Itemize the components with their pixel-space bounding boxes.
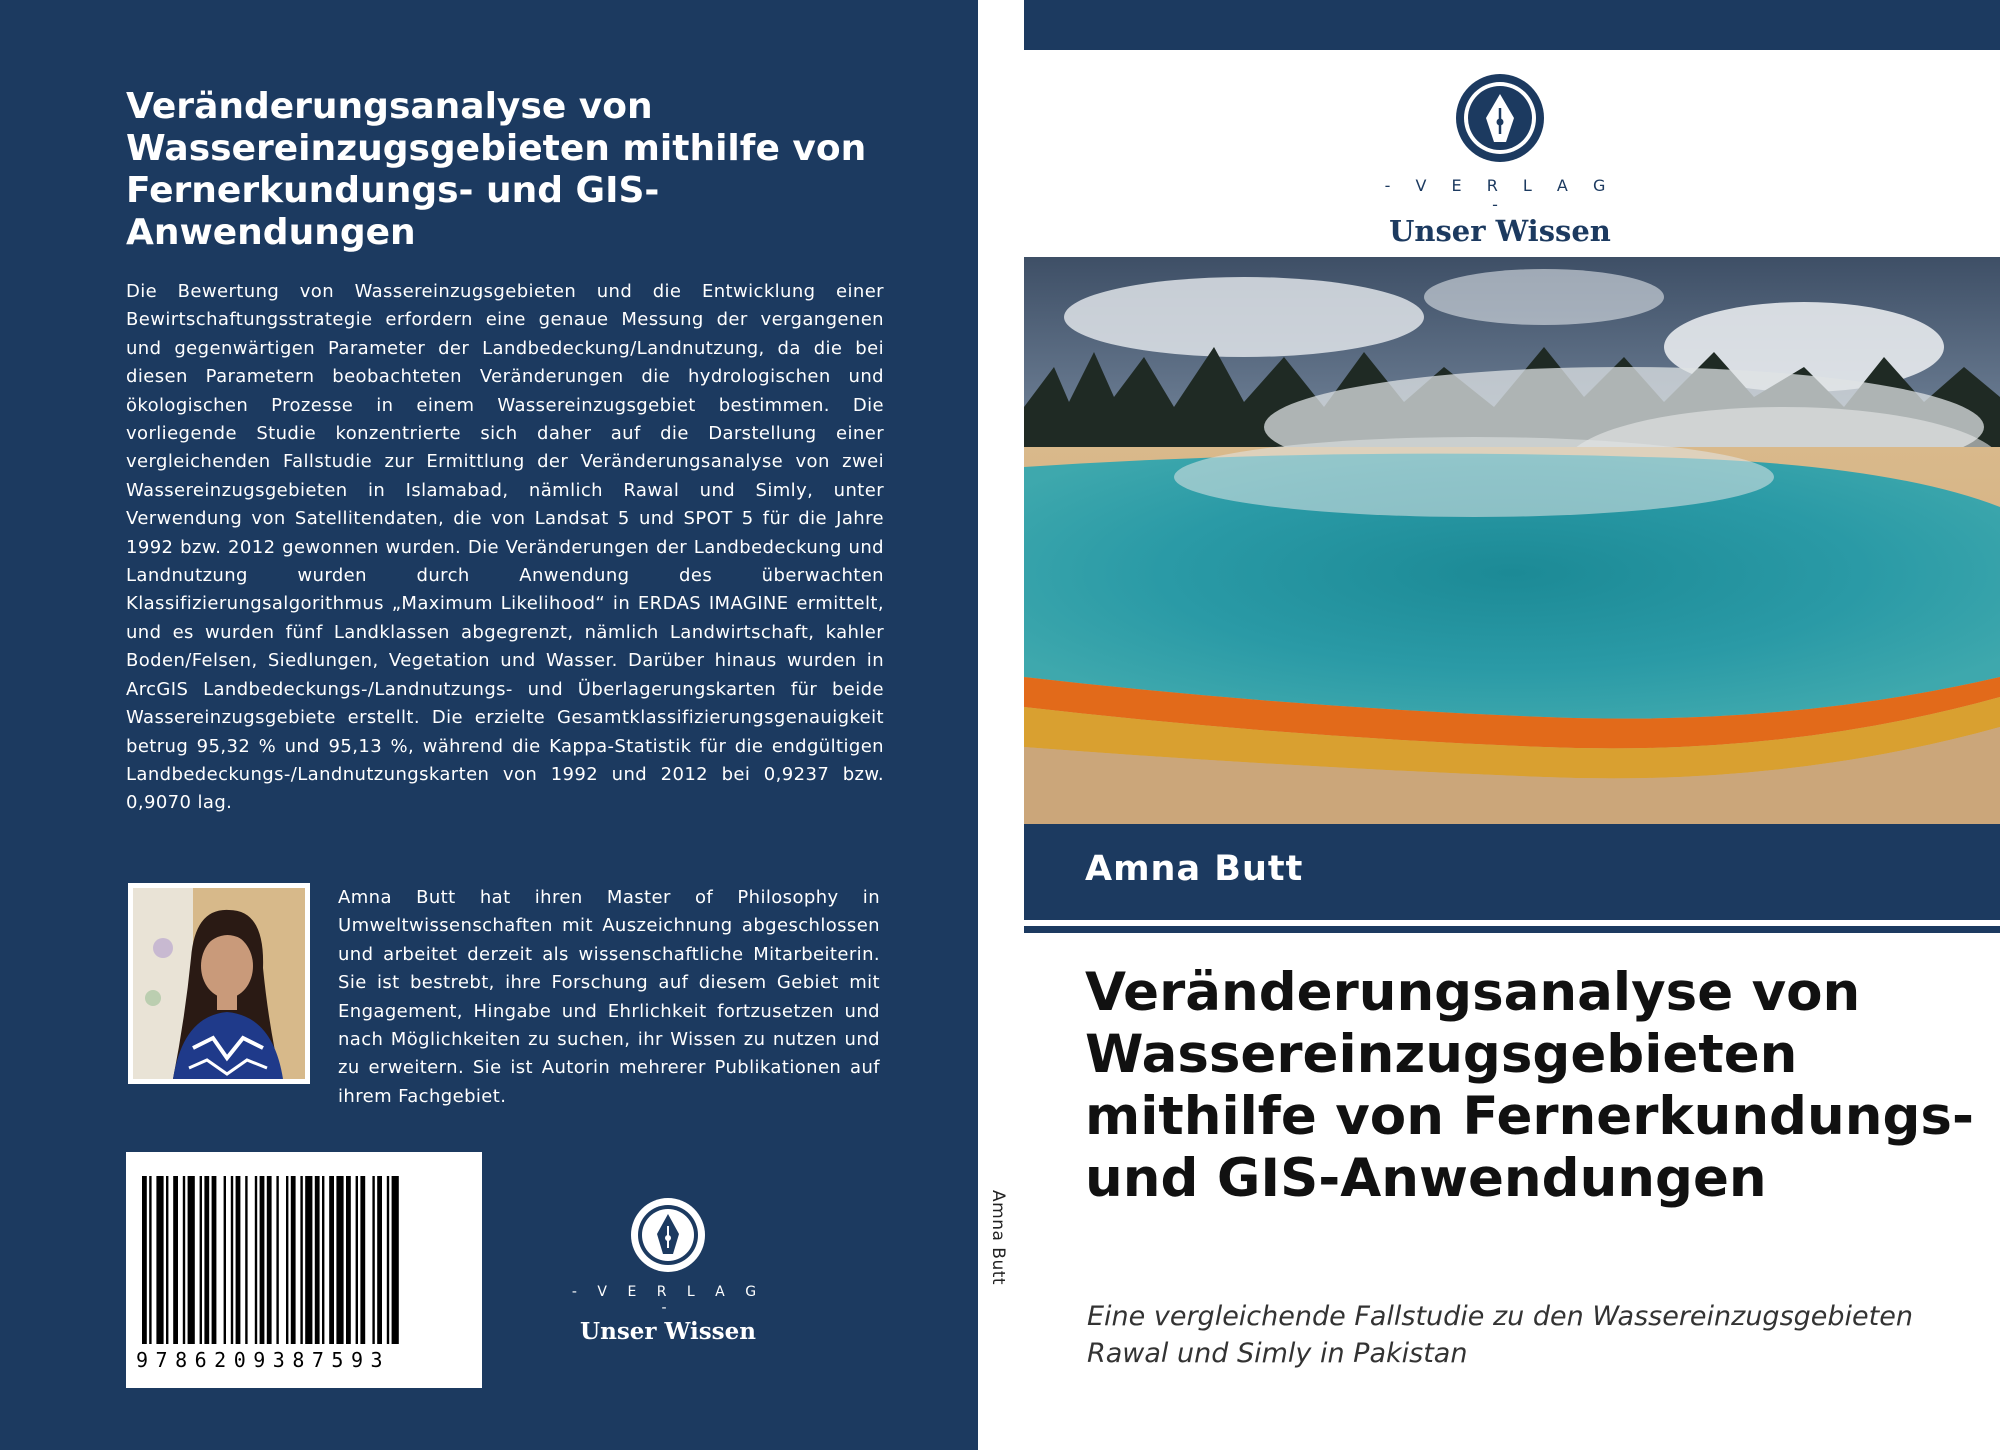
barcode-bar — [166, 1176, 168, 1344]
barcode-bar — [255, 1176, 257, 1344]
barcode-bar — [329, 1176, 334, 1344]
fountain-pen-nib-icon — [1454, 72, 1546, 164]
back-logo-verlag: - V E R L A G - — [571, 1284, 765, 1316]
front-subtitle: Eine vergleichende Fallstudie zu den Wassereinzugsgebieten Rawal und Simly in Pakistan — [1087, 1301, 1913, 1369]
spine-author — [978, 1190, 1022, 1300]
barcode-bar — [276, 1176, 278, 1344]
barcode-bar — [156, 1176, 163, 1344]
front-logo-verlag: - V E R L A G - — [1384, 176, 1616, 214]
barcode-bar — [236, 1176, 241, 1344]
barcode-bar — [173, 1176, 178, 1344]
barcode-bar — [183, 1176, 185, 1344]
back-publisher-logo — [570, 1196, 766, 1345]
barcode-bar — [322, 1176, 324, 1344]
isbn-barcode — [126, 1152, 482, 1388]
barcode-bar — [291, 1176, 296, 1344]
barcode-bars — [142, 1176, 466, 1344]
isbn-digits: 9786209387593 — [136, 1348, 391, 1372]
barcode-bar — [346, 1176, 351, 1344]
back-cover — [0, 0, 978, 1450]
front-publisher-logo — [1380, 72, 1620, 248]
barcode-bar — [305, 1176, 312, 1344]
barcode-bar — [142, 1176, 147, 1344]
barcode-bar — [224, 1176, 226, 1344]
front-title: Veränderungsanalyse von Wassereinzugsgebieten mithilfe von Fernerkundungs- und GIS-Anwendungen — [1085, 962, 1974, 1209]
barcode-bar — [387, 1176, 389, 1344]
barcode-bar — [204, 1176, 209, 1344]
back-title: Veränderungsanalyse von Wassereinzugsgebieten mithilfe von Fernerkundungs- und GIS-Anwendungen — [126, 86, 867, 253]
barcode-bar — [377, 1176, 382, 1344]
barcode-bar — [286, 1176, 288, 1344]
barcode-bar — [267, 1176, 272, 1344]
barcode-bar — [300, 1176, 302, 1344]
barcode-bar — [372, 1176, 374, 1344]
barcode-bar — [260, 1176, 265, 1344]
front-logo-brand: Unser Wissen — [1389, 214, 1611, 248]
barcode-bar — [356, 1176, 358, 1344]
divider-line — [1024, 926, 2000, 933]
barcode-bar — [360, 1176, 365, 1344]
barcode-bar — [200, 1176, 202, 1344]
barcode-bar — [245, 1176, 247, 1344]
barcode-bar — [315, 1176, 320, 1344]
barcode-bar — [212, 1176, 217, 1344]
author-photo — [128, 883, 310, 1084]
book-summary: Die Bewertung von Wassereinzugsgebieten und die Entwicklung einer Bewirtschaftungsstrategie erfordern eine genaue Messung der vergangenen und gegenwärtigen Parameter der Landbedeckung/Landnutzung, da die bei diesen Parametern beobachteten Veränderungen die hydrologischen und ökologischen Prozesse in einem Wassereinzugsgebiet bestimmen. Die vorliegende Studie konzentrierte sich daher auf die Darstellung einer vergleichenden Fallstudie zur Ermittlung der Veränderungsanalyse von zwei Wassereinzugsgebieten in Islamabad, nämlich Rawal und Simly, unter Verwendung von Satellitendaten, die von Landsat 5 und SPOT 5 für die Jahre 1992 bzw. 2012 gewonnen wurden. Die Veränderungen der Landbedeckung und Landnutzung wurden durch Anwendung des überwachten Klassifizierungsalgorithmus „Maximum Likelihood“ in ERDAS IMAGINE ermittelt, und es wurden fünf Landklassen abgegrenzt, nämlich Landwirtschaft, kahler Boden/Felsen, Siedlungen, Vegetation und Wasser. Darüber hinaus wurden in ArcGIS Landbedeckungs-/Landnutzungs- und Überlagerungskarten für beide Wassereinzugsgebiete erstellt. Die erzielte Gesamtklassifizierungsgenauigkeit betrug 95,32 % und 95,13 %, während die Kappa-Statistik für die endgültigen Landbedeckungs-/Landnutzungskarten von 1992 und 2012 bei 0,9237 bzw. 0,9070 lag. — [126, 281, 884, 814]
barcode-bar — [336, 1176, 343, 1344]
cover-photo-hot-spring — [1024, 257, 2000, 824]
barcode-bar — [231, 1176, 233, 1344]
fountain-pen-nib-icon — [629, 1196, 707, 1274]
author-bio: Amna Butt hat ihren Master of Philosophy in Umweltwissenschaften mit Auszeichnung abgeschlossen und arbeitet derzeit als wissenschaftliche Mitarbeiterin. Sie ist bestrebt, ihre Forschung auf diesem Gebiet mit Engagement, Hingabe und Ehrlichkeit fortzusetzen und nach Möglichkeiten zu suchen, ihr Wissen zu nutzen und zu erweitern. Sie ist Autorin mehrerer Publikationen auf ihrem Fachgebiet. — [338, 887, 880, 1107]
barcode-bar — [392, 1176, 399, 1344]
barcode-bar — [149, 1176, 151, 1344]
spine-author-text: Amna Butt — [988, 1190, 1008, 1286]
front-author: Amna Butt — [1085, 849, 1304, 889]
back-logo-brand: Unser Wissen — [580, 1318, 756, 1345]
front-top-bar — [1024, 0, 2000, 50]
barcode-bar — [188, 1176, 195, 1344]
